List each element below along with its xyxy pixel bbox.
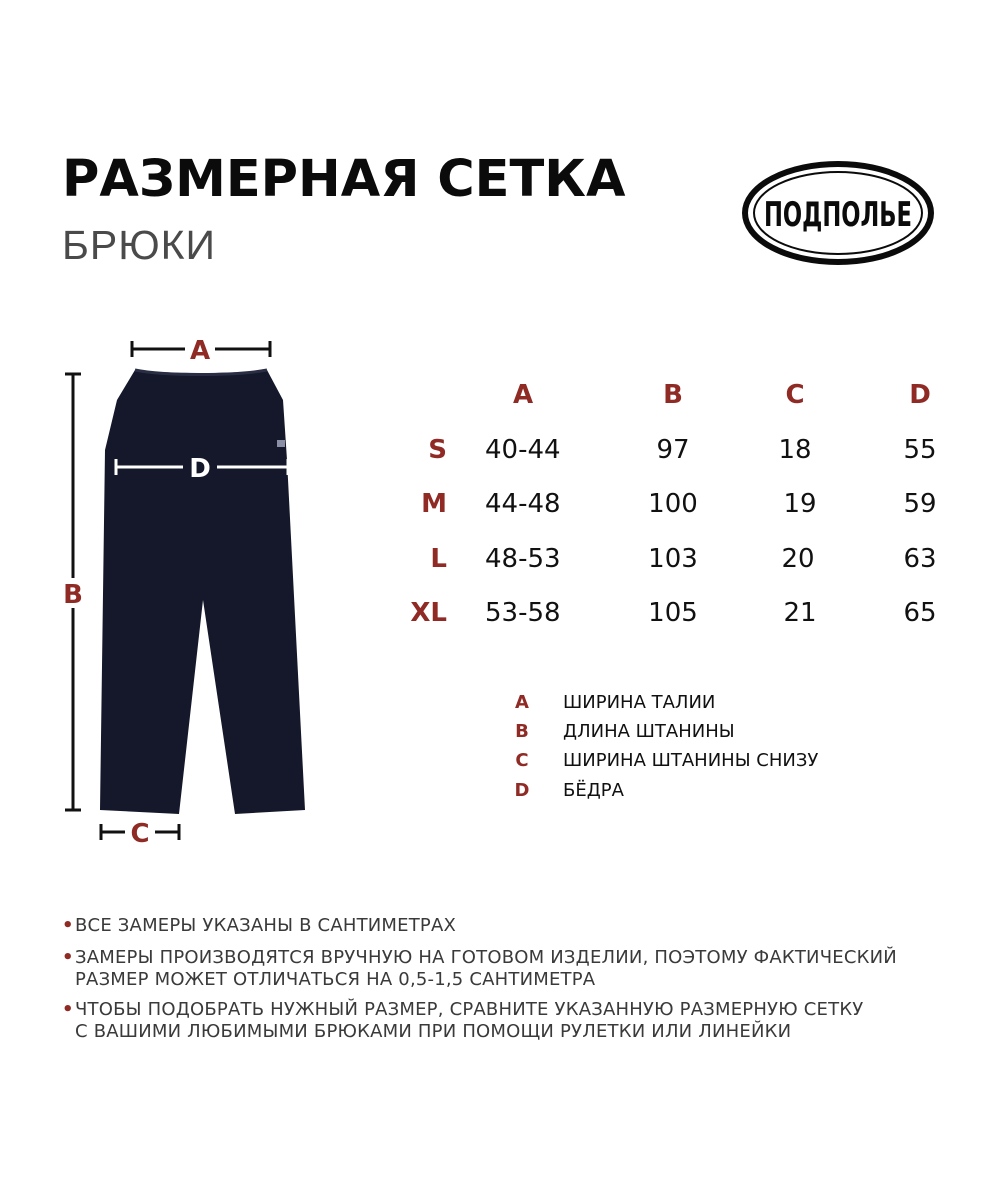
table-cell: 21 [783, 598, 817, 628]
brand-logo [741, 160, 935, 266]
dimension-a-label: A [189, 336, 211, 366]
row-size-label: S [428, 435, 447, 465]
table-cell: 97 [656, 435, 690, 465]
bullet-icon: • [62, 947, 74, 968]
column-header-c: C [785, 380, 805, 410]
column-header-d: D [909, 380, 931, 410]
dimension-a [132, 335, 270, 366]
logo-text: ПОДПОЛЬЕ [764, 195, 912, 235]
row-size-label: XL [410, 598, 447, 628]
table-cell: 100 [648, 489, 698, 519]
table-cell: 65 [903, 598, 937, 628]
note-text: РАЗМЕР МОЖЕТ ОТЛИЧАТЬСЯ НА 0,5-1,5 САНТИМЕТРА [75, 969, 596, 990]
legend-key: A [515, 692, 529, 713]
legend-key: D [514, 780, 530, 801]
note-text: ЧТОБЫ ПОДОБРАТЬ НУЖНЫЙ РАЗМЕР, СРАВНИТЕ УКАЗАННУЮ РАЗМЕРНУЮ СЕТКУ [75, 999, 864, 1020]
legend-key: B [515, 721, 529, 742]
dimension-c-label: C [130, 819, 150, 849]
bullet-icon: • [62, 999, 74, 1020]
waistband [135, 370, 267, 375]
note-text: ЗАМЕРЫ ПРОИЗВОДЯТСЯ ВРУЧНУЮ НА ГОТОВОМ ИЗДЕЛИИ, ПОЭТОМУ ФАКТИЧЕСКИЙ [75, 947, 897, 968]
table-cell: 53-58 [485, 598, 561, 628]
legend-text: ШИРИНА ТАЛИИ [563, 692, 716, 713]
column-header-b: B [663, 380, 683, 410]
pants-silhouette [100, 370, 305, 814]
note-text: С ВАШИМИ ЛЮБИМЫМИ БРЮКАМИ ПРИ ПОМОЩИ РУЛЕТКИ ИЛИ ЛИНЕЙКИ [75, 1021, 792, 1042]
legend-text: БЁДРА [563, 780, 624, 801]
column-header-a: A [512, 380, 534, 410]
table-cell: 48-53 [485, 544, 561, 574]
table-cell: 40-44 [485, 435, 561, 465]
page-subtitle: БРЮКИ [62, 222, 217, 268]
pants-tag [277, 440, 285, 447]
table-cell: 63 [903, 544, 937, 574]
bullet-icon: • [62, 915, 74, 936]
table-cell: 18 [778, 435, 812, 465]
note-text: ВСЕ ЗАМЕРЫ УКАЗАНЫ В САНТИМЕТРАХ [75, 915, 457, 936]
page-title: РАЗМЕРНАЯ СЕТКА [62, 150, 626, 209]
dimension-b [59, 374, 87, 810]
pants-diagram [55, 330, 325, 860]
row-size-label: L [430, 544, 447, 574]
legend-text: ДЛИНА ШТАНИНЫ [563, 721, 735, 742]
dimension-c [101, 818, 179, 849]
legend-text: ШИРИНА ШТАНИНЫ СНИЗУ [563, 750, 819, 771]
legend-key: C [515, 750, 529, 771]
table-cell: 105 [648, 598, 698, 628]
size-table [395, 370, 955, 640]
table-cell: 103 [648, 544, 698, 574]
table-cell: 20 [781, 544, 815, 574]
table-cell: 55 [903, 435, 937, 465]
table-cell: 44-48 [485, 489, 561, 519]
dimension-b-label: B [63, 580, 83, 610]
table-cell: 19 [783, 489, 817, 519]
table-cell: 59 [903, 489, 937, 519]
row-size-label: M [421, 489, 447, 519]
dimension-d-label: D [189, 454, 211, 484]
